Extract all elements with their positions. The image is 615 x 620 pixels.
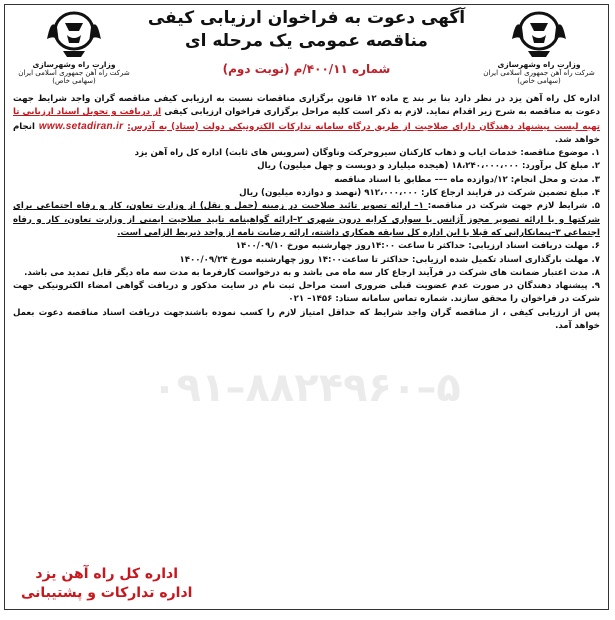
item-upload-deadline	[13, 254, 600, 267]
item-text: ۱– ارائه تصویر تائید صلاحیت در زمینه (حمل و نقل) از وزارت تعاون، کار و رفاه اجتماعی برای شرکتها و یا ارائه تصویر مجوز آژانس یا سواری کرایه درون شهری ۲–ارائه گواهینامه تایید صلاحیت ایمنی از وزارت تعاون، کار و رفاه اجتماعی ۳–پیمانکارانی که قبلا با این اداره کل سابقه همکاری داشته، ارائه رضایت نامه از واحد ذیربط الزامی است.	[13, 201, 600, 238]
intro-end-text: انجام خواهد شد.	[13, 121, 600, 145]
company-label: شرکت راه آهن جمهوری اسلامی ایران (سهامی خاص)	[18, 69, 130, 85]
page-title: آگهی دعوت به فراخوان ارزیابی کیفی	[147, 8, 466, 28]
item-label: ۱. موضوع مناقصه:	[520, 148, 600, 159]
intro-red-text: از دریافت و تحویل اسناد ارزیابی تا تهیه لیست پیشنهاد دهندگان دارای صلاحیت از طریق درگاه سامانه تدارکات الکترونیکی دولت (ستاد) به آدرس:	[13, 107, 600, 132]
item-text: ۱۲/دوازده ماه ––– مطابق با اسناد مناقصه	[334, 174, 511, 185]
item-duration	[13, 174, 600, 187]
company-label: شرکت راه آهن جمهوری اسلامی ایران (سهامی خاص)	[483, 69, 595, 85]
closing-paragraph: پس از ارزیابی کیفی ، از مناقصه گران واجد شرایط که حداقل امتیاز لازم را کسب نموده باشندجهت دریافت اسناد مناقصه دعوت بعمل خواهد آمد.	[13, 307, 600, 332]
item-label: ۸. مدت اعتبار ضمانت های شرکت در فرآیند ارجاع کار سه ماه می باشد و به درخواست کارفرما به مدت سه ماه دیگر قابل تمدید می باشد.	[24, 267, 600, 278]
item-text: ۱۸،۲۴۰،۰۰۰،۰۰۰ (هیجده میلیارد و دویست و چهل میلیون) ریال	[257, 161, 522, 172]
logo-left	[9, 9, 139, 85]
item-validity	[13, 267, 600, 280]
intro-paragraph	[13, 93, 600, 147]
item-registration	[13, 280, 600, 307]
item-guarantee	[13, 187, 600, 200]
railway-emblem-icon	[510, 9, 568, 59]
announcement-body	[5, 93, 608, 333]
item-label: ۷. مهلت بارگذاری اسناد تکمیل شده ارزیابی:	[411, 254, 600, 265]
item-subject	[13, 147, 600, 160]
phone-watermark: ۰۹۱–۸۸۲۴۹۶۰–۵	[152, 365, 461, 411]
logo-right	[474, 9, 604, 85]
railway-emblem-icon	[45, 9, 103, 59]
item-label: ۹. پیشنهاد دهندگان در صورت عدم عضویت قبلی ضروری است مراحل ثبت نام در سایت مذکور و دریافت گواهی امضاء الکترونیکی جهت شرکت در فراخوان را محقق سازند. شماره تماس سامانه ستاد: ۱۴۵۶– ۰۲۱	[13, 281, 600, 305]
item-label: ۵. شرایط لازم جهت شرکت در مناقصه:	[427, 201, 600, 212]
item-text: حداکثر تا ساعت ۱۴:۰۰روز چهارشنبه مورخ ۱۴۰۰/۰۹/۱۰	[235, 241, 469, 252]
setad-url-link[interactable]: www.setadiran.ir	[38, 120, 124, 132]
item-label: ۴. مبلغ تضمین شرکت در فرایند ارجاع کار:	[420, 188, 600, 199]
title-block	[145, 7, 468, 79]
item-label: ۶. مهلت دریافت اسناد ارزیابی:	[468, 241, 600, 252]
ministry-label: وزارت راه وشهرسازی	[497, 60, 581, 69]
item-estimate	[13, 160, 600, 173]
item-text: ۹۱۲،۰۰۰،۰۰۰ (نهصد و دوازده میلیون) ریال	[239, 188, 421, 199]
signature-block	[21, 565, 192, 603]
signature-line1: اداره کل راه آهن یزد	[35, 566, 179, 582]
intro-text: اداره کل راه آهن یزد در نظر دارد بنا بر بند ج ماده ۱۲ قانون برگزاری مناقصات نسبت به ارزیابی کیفی مناقصه گران واجد شرایط جهت دعوت به مناقصه به شرح زیر اقدام نماید. لازم به ذکر است کلیه مراحل برگزاری فراخوان ارزیابی کیفی	[13, 94, 601, 118]
item-label: ۲. مبلغ کل برآورد:	[521, 161, 600, 172]
signature-line2: اداره تدارکات و پشتیبانی	[21, 585, 193, 601]
item-requirements	[13, 200, 600, 240]
announcement-number: شماره ۴۰۰/۱۱/م (نوبت دوم)	[222, 62, 391, 76]
page-subtitle: مناقصه عمومی یک مرحله ای	[185, 31, 428, 51]
header	[5, 5, 608, 93]
ministry-label: وزارت راه وشهرسازی	[32, 60, 116, 69]
item-receive-deadline	[13, 240, 600, 253]
item-text: خدمات ایاب و ذهاب کارکنان سیروحرکت وناوگان (سرویس های ثابت) اداره کل راه آهن یزد	[134, 148, 521, 159]
advertisement-page	[4, 4, 609, 610]
item-text: حداکثر تا ساعت۱۴:۰۰ روز چهارشنبه مورخ ۱۴۰۰/۰۹/۲۴	[179, 254, 412, 265]
item-label: ۳. مدت و محل انجام:	[510, 174, 600, 185]
